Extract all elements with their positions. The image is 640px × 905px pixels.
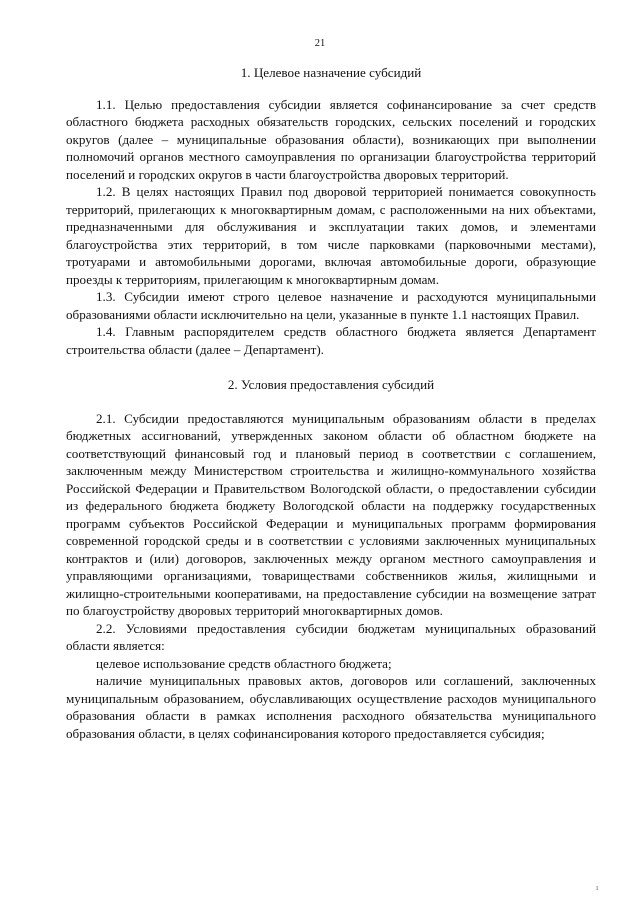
paragraph-1-1: 1.1. Целью предоставления субсидии является софинансирование за счет средств областного бюджета расходных обязательств городских, сельских поселений и городских округов (далее – муниципальные образования области), возникающих при выполнении полномочий органов местного самоуправления по организации благоустройства территорий поселений и городских округов в части благоустройства дворовых территорий. (66, 96, 596, 182)
section-2-title: 2. Условия предоставления субсидий (227, 377, 435, 392)
page-number: 21 (314, 38, 326, 49)
paragraph-2-1: 2.1. Субсидии предоставляются муниципальным образованиям области в пределах бюджетных ассигнований, утвержденных законом области об областном бюджете на соответствующий финансовый год и плановый период в соответствии с соглашением, заключенным между Министерством строительства и жилищно-коммунального хозяйства Российской Федерации и Правительством Вологодской области, о предоставлении субсидии из федерального бюджета бюджету Вологодской области на поддержку государственных программ субъектов Российской Федерации и муниципальных программ формирования современной городской среды и в соответствии с условиями заключенных муниципальных контрактов и (или) договоров, заключенных между органом местного самоуправления и управляющими организациями, товариществами собственников жилья, жилищными и жилищно-строительными кооперативами, на предоставление субсидии на возмещение затрат по благоустройству дворовых территорий многоквартирных домов. (66, 410, 596, 618)
paragraph-1-2: 1.2. В целях настоящих Правил под дворовой территорией понимается совокупность территорий, прилегающих к многоквартирным домам, с расположенными на них объектами, предназначенными для обслуживания и эксплуатации таких домов, и элементами благоустройства этих территорий, в том числе парковками (парковочными местами), тротуарами и автомобильными дорогами, включая автомобильные дороги, образующие проезды к территориям, прилегающим к многоквартирным домам. (66, 184, 596, 287)
section-2 (66, 410, 596, 743)
section-1-title: 1. Целевое назначение субсидий (240, 65, 422, 80)
paragraph-1-3: 1.3. Субсидии имеют строго целевое назначение и расходуются муниципальными образованиями области исключительно на цели, указанные в пункте 1.1 настоящих Правил. (66, 289, 596, 322)
document-body (66, 64, 596, 742)
paragraph-2-2-item-1: целевое использование средств областного бюджета; (96, 655, 392, 671)
paragraph-1-4: 1.4. Главным распорядителем средств областного бюджета является Департамент строительства области (далее – Департамент). (66, 324, 596, 357)
section-1 (66, 96, 596, 359)
margin-mark: ı (596, 883, 599, 892)
paragraph-2-2: 2.2. Условиями предоставления субсидии бюджетам муниципальных образований области является: (66, 620, 596, 653)
paragraph-2-2-item-2: наличие муниципальных правовых актов, договоров или соглашений, заключенных муниципальным образованием, обуславливающих осуществление расходов муниципального образования области в рамках исполнения расходного обязательства муниципального образования области, в целях софинансирования которого предоставляется субсидия; (66, 673, 596, 741)
